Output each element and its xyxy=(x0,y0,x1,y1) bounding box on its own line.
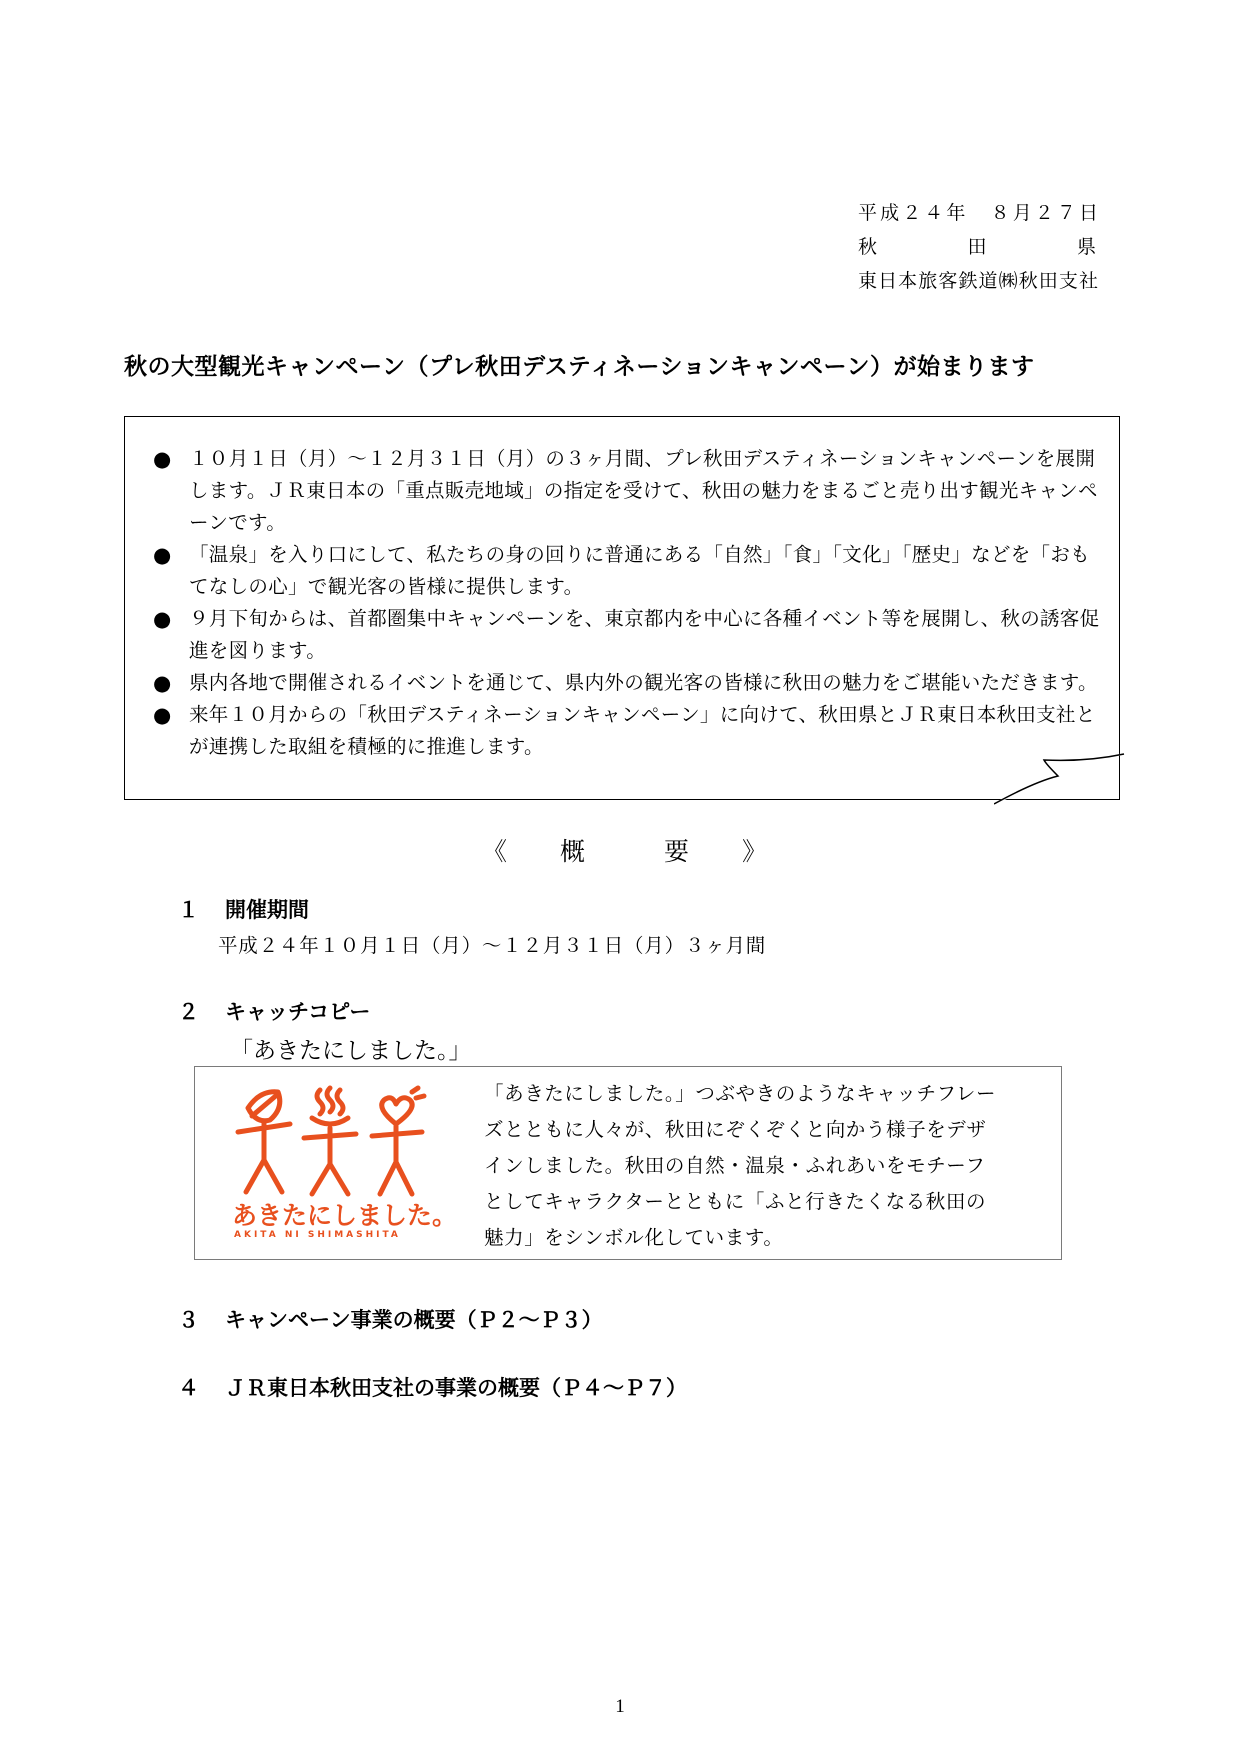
bullet-icon: ● xyxy=(153,607,172,631)
highlights-box xyxy=(124,416,1120,800)
header-block xyxy=(858,196,1098,298)
section-2-heading xyxy=(178,996,370,1026)
logo-text-en: AKITA NI SHIMASHITA xyxy=(234,1230,401,1240)
catch-description xyxy=(484,1076,1046,1256)
page-curl-icon xyxy=(994,752,1128,806)
section-number: ２ xyxy=(178,1000,199,1024)
section-title: キャッチコピー xyxy=(225,1000,371,1024)
section-4-heading xyxy=(178,1372,687,1402)
highlight-text: 「温泉」を入り口にして、私たちの身の回りに普通にある「自然」「食」「文化」「歴史」などを「おもてなしの心」で観光客の皆様に提供します。 xyxy=(189,543,1090,598)
description-line: ズとともに人々が、秋田にぞくぞくと向かう様子をデザ xyxy=(484,1118,987,1141)
header-date: 平成２４年 ８月２７日 xyxy=(858,202,1098,224)
highlights-list xyxy=(125,417,1119,763)
section-title: キャンペーン事業の概要（Ｐ２～Ｐ３） xyxy=(225,1308,603,1332)
highlight-item xyxy=(153,667,1101,699)
highlight-text: １０月１日（月）～１２月３１日（月）の３ヶ月間、プレ秋田デスティネーションキャンペーンを展開します。ＪＲ東日本の「重点販売地域」の指定を受けて、秋田の魅力をまるごと売り出す観光キャンペーンです。 xyxy=(189,447,1098,534)
description-line: としてキャラクターとともに「ふと行きたくなる秋田の xyxy=(484,1190,987,1213)
header-org-prefecture: 秋田県 xyxy=(858,236,1098,258)
overview-heading: 《 概 要 》 xyxy=(482,837,769,866)
bullet-icon: ● xyxy=(153,703,172,727)
description-line: 魅力」をシンボル化しています。 xyxy=(484,1226,784,1249)
section-title: ＪＲ東日本秋田支社の事業の概要（Ｐ４～Ｐ７） xyxy=(225,1376,687,1400)
section-title: 開催期間 xyxy=(225,898,309,922)
section-number: ３ xyxy=(178,1308,199,1332)
bullet-icon: ● xyxy=(153,671,172,695)
section-number: ４ xyxy=(178,1376,199,1400)
section-1-body: 平成２４年１０月１日（月）～１２月３１日（月）３ヶ月間 xyxy=(218,934,767,957)
catch-copy: 「あきたにしました。」 xyxy=(230,1038,472,1064)
highlight-text: ９月下旬からは、首都圏集中キャンペーンを、東京都内を中心に各種イベント等を展開し、秋の誘客促進を図ります。 xyxy=(189,607,1100,662)
description-line: インしました。秋田の自然・温泉・ふれあいをモチーフ xyxy=(484,1154,986,1177)
highlight-text: 県内各地で開催されるイベントを通じて、県内外の観光客の皆様に秋田の魅力をご堪能いただきます。 xyxy=(189,671,1098,694)
bullet-icon: ● xyxy=(153,447,172,471)
section-number: １ xyxy=(178,898,199,922)
document-title: 秋の大型観光キャンペーン（プレ秋田デスティネーションキャンペーン）が始まります xyxy=(124,354,1035,380)
highlight-text: 来年１０月からの「秋田デスティネーションキャンペーン」に向けて、秋田県とＪＲ東日本秋田支社とが連携した取組を積極的に推進します。 xyxy=(189,703,1096,758)
highlight-item xyxy=(153,603,1101,667)
logo-text-jp: あきたにしました。 xyxy=(232,1201,458,1230)
highlight-item xyxy=(153,699,1101,763)
highlight-item xyxy=(153,443,1101,539)
bullet-icon: ● xyxy=(153,543,172,567)
page-number: 1 xyxy=(615,1696,625,1717)
header-org-jr: 東日本旅客鉄道㈱秋田支社 xyxy=(858,270,1098,292)
section-1-heading xyxy=(178,894,309,924)
section-3-heading xyxy=(178,1304,603,1334)
description-line: 「あきたにしました。」つぶやきのようなキャッチフレー xyxy=(484,1082,997,1105)
highlight-item xyxy=(153,539,1101,603)
